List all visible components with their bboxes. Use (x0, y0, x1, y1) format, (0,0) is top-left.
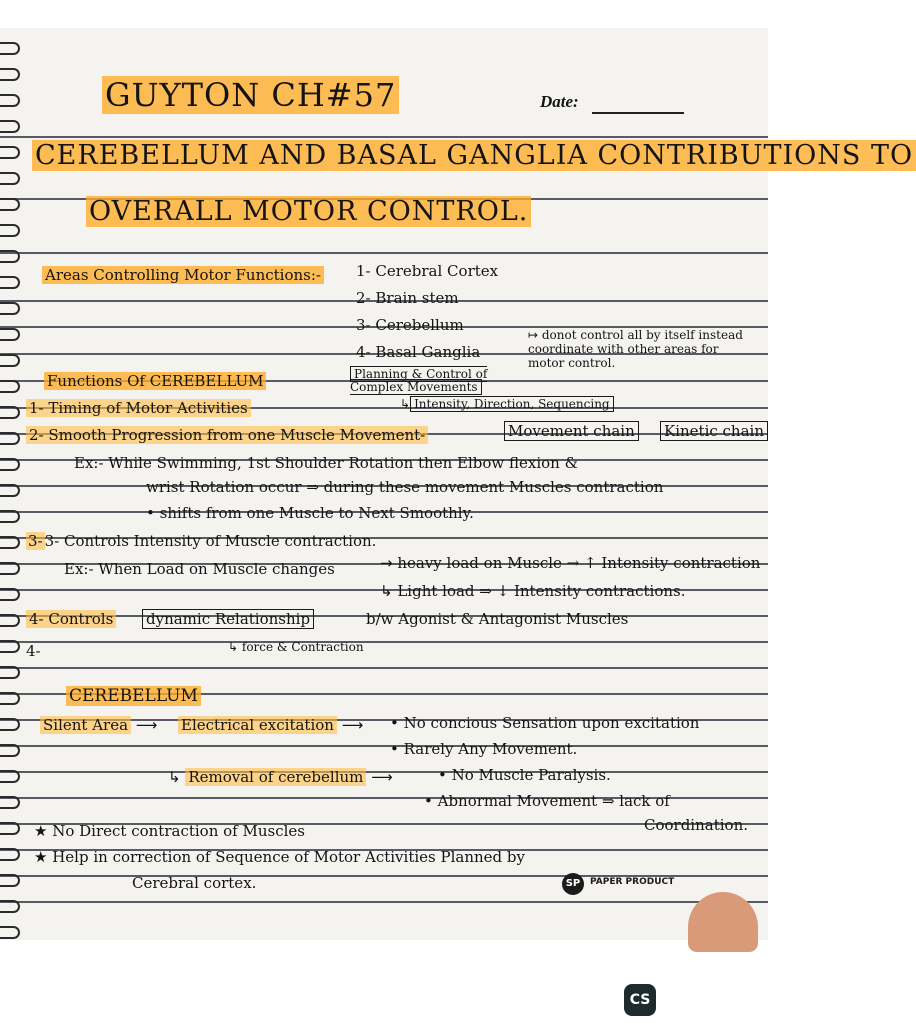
ruled-line (0, 252, 768, 254)
function-2-example: Ex:- While Swimming, 1st Shoulder Rotation then Elbow flexion & (74, 454, 578, 472)
spiral-ring (0, 380, 20, 393)
area-item-3: 3- Cerebellum (356, 316, 464, 334)
date-underline (592, 112, 684, 114)
spiral-ring (0, 276, 20, 289)
ruled-line (0, 745, 768, 747)
spiral-ring (0, 458, 20, 471)
planning-box: Planning & Control of Complex Movements (350, 367, 488, 394)
spiral-ring (0, 484, 20, 497)
spiral-ring (0, 874, 20, 887)
sp-logo: SP (562, 873, 584, 895)
area-item-1: 1- Cerebral Cortex (356, 262, 499, 280)
cerebellum-heading: CEREBELLUM (66, 686, 201, 706)
function-3-heavy: → heavy load on Muscle → ↑ Intensity contraction (380, 554, 761, 572)
spiral-ring (0, 614, 20, 627)
spiral-ring (0, 172, 20, 185)
silent-area-label: Silent Area ⟶ (40, 716, 157, 734)
spiral-ring (0, 848, 20, 861)
ruled-line (0, 667, 768, 669)
spiral-ring (0, 900, 20, 913)
functions-heading: Functions Of CEREBELLUM (44, 372, 266, 390)
spiral-ring (0, 224, 20, 237)
function-4-rest: b/w Agonist & Antagonist Muscles (366, 610, 629, 628)
date-label: Date: (540, 92, 579, 111)
spiral-ring (0, 328, 20, 341)
spiral-ring (0, 744, 20, 757)
spiral-ring (0, 796, 20, 809)
spiral-ring (0, 562, 20, 575)
spiral-ring (0, 432, 20, 445)
movement-chain-box: Movement chain (504, 422, 639, 440)
removal-effect-1: • No Muscle Paralysis. (438, 766, 611, 784)
spiral-ring (0, 718, 20, 731)
spiral-ring (0, 536, 20, 549)
ruled-line (0, 136, 768, 138)
function-3-light: ↳ Light load ⇒ ↓ Intensity contractions. (380, 582, 686, 600)
spiral-ring (0, 94, 20, 107)
spiral-ring (0, 406, 20, 419)
spiral-ring (0, 302, 20, 315)
spiral-ring (0, 120, 20, 133)
function-2-example-3: • shifts from one Muscle to Next Smoothly. (146, 504, 474, 522)
spiral-ring (0, 146, 20, 159)
ruled-line (0, 901, 768, 903)
spiral-ring (0, 588, 20, 601)
areas-heading: Areas Controlling Motor Functions:- (42, 266, 324, 284)
function-4: 4- Controls (26, 610, 116, 628)
excitation-effect-2: • Rarely Any Movement. (390, 740, 578, 758)
spiral-ring (0, 510, 20, 523)
spiral-ring (0, 198, 20, 211)
spiral-ring (0, 926, 20, 939)
chapter-heading: GUYTON CH#57 (102, 76, 399, 114)
function-5: 4- (26, 642, 41, 660)
area-item-4: 4- Basal Ganglia (356, 343, 481, 361)
spiral-ring (0, 640, 20, 653)
spiral-ring (0, 666, 20, 679)
kinetic-chain-box: Kinetic chain (660, 422, 768, 440)
camscanner-badge[interactable]: CS (624, 984, 656, 1016)
star-point-2-cont: Cerebral cortex. (132, 874, 257, 892)
function-1: 1- Timing of Motor Activities (26, 399, 251, 417)
function-3-example: Ex:- When Load on Muscle changes (64, 560, 335, 578)
function-4-sub: ↳ force & Contraction (228, 640, 364, 654)
star-point-1: ★ No Direct contraction of Muscles (34, 822, 305, 840)
function-3: 3- 3- Controls Intensity of Muscle contraction. (28, 532, 377, 550)
spiral-ring (0, 250, 20, 263)
areas-note: ↦ donot control all by itself instead coordinate with other areas for motor control. (528, 328, 743, 370)
intensity-box: ↳ Intensity, Direction, Sequencing (400, 397, 614, 411)
removal-effect-2b: Coordination. (644, 816, 748, 834)
spiral-ring (0, 822, 20, 835)
spiral-ring (0, 42, 20, 55)
electrical-excitation-label: Electrical excitation ⟶ (178, 716, 363, 734)
topic-title-line2: OVERALL MOTOR CONTROL. (86, 196, 531, 227)
function-2: 2- Smooth Progression from one Muscle Movement- (26, 426, 428, 444)
star-point-2: ★ Help in correction of Sequence of Motor Activities Planned by (34, 848, 525, 866)
spiral-ring (0, 354, 20, 367)
brand-text: PAPER PRODUCT (590, 877, 675, 887)
removal-effect-2: • Abnormal Movement ⇒ lack of (424, 792, 670, 810)
dynamic-relationship-box: dynamic Relationship (142, 610, 314, 628)
spiral-ring (0, 770, 20, 783)
function-2-example-2: wrist Rotation occur ⇒ during these movement Muscles contraction (146, 478, 664, 496)
topic-title-line1: CEREBELLUM AND BASAL GANGLIA CONTRIBUTIONS TO (32, 140, 916, 171)
spiral-ring (0, 692, 20, 705)
spiral-ring (0, 68, 20, 81)
ruled-line (0, 641, 768, 643)
area-item-2: 2- Brain stem (356, 289, 459, 307)
excitation-effect-1: • No concious Sensation upon excitation (390, 714, 700, 732)
removal-label: ↳ Removal of cerebellum ⟶ (168, 768, 393, 786)
